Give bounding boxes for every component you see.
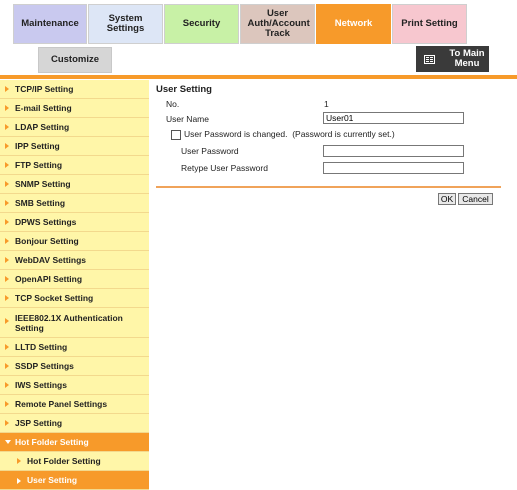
sidebar-item-ftp[interactable] [0,156,149,175]
sidebar-item-webdav[interactable] [0,251,149,270]
sidebar-item-snmp[interactable] [0,175,149,194]
sidebar-item-label: IEEE802.1X Authentication Setting [15,312,123,333]
sidebar-item-lltd[interactable] [0,338,149,357]
sidebar [0,80,149,489]
arrow-right-icon [5,363,9,369]
sidebar-item-label: User Setting [27,475,78,485]
sidebar-item-ldap[interactable] [0,118,149,137]
password-changed-checkbox[interactable] [171,130,181,140]
arrow-right-icon [5,162,9,168]
sidebar-item-ieee8021x[interactable] [0,308,149,338]
arrow-right-icon [5,219,9,225]
password-changed-label: User Password is changed. [184,129,288,139]
arrow-right-icon [5,318,9,324]
sidebar-item-label: TCP Socket Setting [15,293,94,303]
sidebar-item-tcpip[interactable] [0,80,149,99]
to-main-menu-label: To Main Menu [449,48,485,69]
arrow-right-icon [5,200,9,206]
no-value: 1 [324,99,329,109]
arrow-right-icon [5,276,9,282]
sidebar-item-label: WebDAV Settings [15,255,86,265]
sidebar-item-label: Hot Folder Setting [15,437,89,447]
sidebar-item-email[interactable] [0,99,149,118]
tab-print-setting[interactable]: Print Setting [392,4,467,44]
password-changed-row [171,129,395,140]
arrow-right-icon [5,295,9,301]
sidebar-subitem-user-setting[interactable] [0,471,149,490]
page-title: User Setting [156,84,212,95]
no-label: No. [166,99,180,109]
arrow-right-icon [5,105,9,111]
sidebar-item-label: IWS Settings [15,380,67,390]
sidebar-item-label: E-mail Setting [15,103,72,113]
arrow-right-icon [5,143,9,149]
cancel-button[interactable]: Cancel [458,193,493,205]
sidebar-item-label: SMB Setting [15,198,66,208]
sidebar-item-label: JSP Setting [15,418,63,428]
password-label: User Password [181,146,239,156]
sidebar-item-label: SSDP Settings [15,361,74,371]
sidebar-item-openapi[interactable] [0,270,149,289]
username-label: User Name [166,114,209,124]
arrow-right-icon [17,458,21,464]
arrow-right-icon [5,124,9,130]
sidebar-item-dpws[interactable] [0,213,149,232]
menu-grid-icon [424,55,435,64]
header-divider [0,75,517,79]
password-status-text: (Password is currently set.) [292,129,395,139]
sidebar-item-label: OpenAPI Setting [15,274,83,284]
sidebar-item-label: LLTD Setting [15,342,68,352]
sidebar-item-hot-folder[interactable] [0,433,149,452]
retype-password-input[interactable] [323,162,464,174]
sidebar-subitem-hot-folder-setting[interactable] [0,452,149,471]
sidebar-item-bonjour[interactable] [0,232,149,251]
sidebar-item-ipp[interactable] [0,137,149,156]
sidebar-item-jsp[interactable] [0,414,149,433]
form-divider [156,186,501,188]
arrow-right-icon [5,382,9,388]
sidebar-item-remote-panel[interactable] [0,395,149,414]
tab-system-settings[interactable]: System Settings [88,4,163,44]
password-input[interactable] [323,145,464,157]
tab-security[interactable]: Security [164,4,239,44]
tab-customize[interactable]: Customize [38,47,112,73]
arrow-right-icon [5,181,9,187]
sidebar-item-label: TCP/IP Setting [15,84,74,94]
arrow-down-icon [5,440,11,444]
sidebar-item-label: DPWS Settings [15,217,77,227]
arrow-right-icon [5,238,9,244]
arrow-right-icon [5,344,9,350]
retype-password-label: Retype User Password [181,163,268,173]
arrow-right-icon [17,478,24,484]
sidebar-item-tcp-socket[interactable] [0,289,149,308]
sidebar-item-smb[interactable] [0,194,149,213]
username-input[interactable] [323,112,464,124]
sidebar-item-label: Hot Folder Setting [27,456,101,466]
tab-user-auth-label: User Auth/Account Track [247,8,310,39]
tab-network[interactable]: Network [316,4,391,44]
arrow-right-icon [5,420,9,426]
tab-user-auth[interactable] [240,4,315,44]
sidebar-item-ssdp[interactable] [0,357,149,376]
sidebar-item-iws[interactable] [0,376,149,395]
ok-button[interactable]: OK [438,193,456,205]
arrow-right-icon [5,86,9,92]
sidebar-item-label: Remote Panel Settings [15,399,108,409]
sidebar-item-label: Bonjour Setting [15,236,79,246]
sidebar-item-label: LDAP Setting [15,122,70,132]
sidebar-item-label: FTP Setting [15,160,63,170]
arrow-right-icon [5,401,9,407]
sidebar-item-label: IPP Setting [15,141,60,151]
to-main-menu-button[interactable] [416,46,489,72]
tab-maintenance[interactable]: Maintenance [13,4,87,44]
main-content [156,84,501,95]
arrow-right-icon [5,257,9,263]
sidebar-item-label: SNMP Setting [15,179,71,189]
